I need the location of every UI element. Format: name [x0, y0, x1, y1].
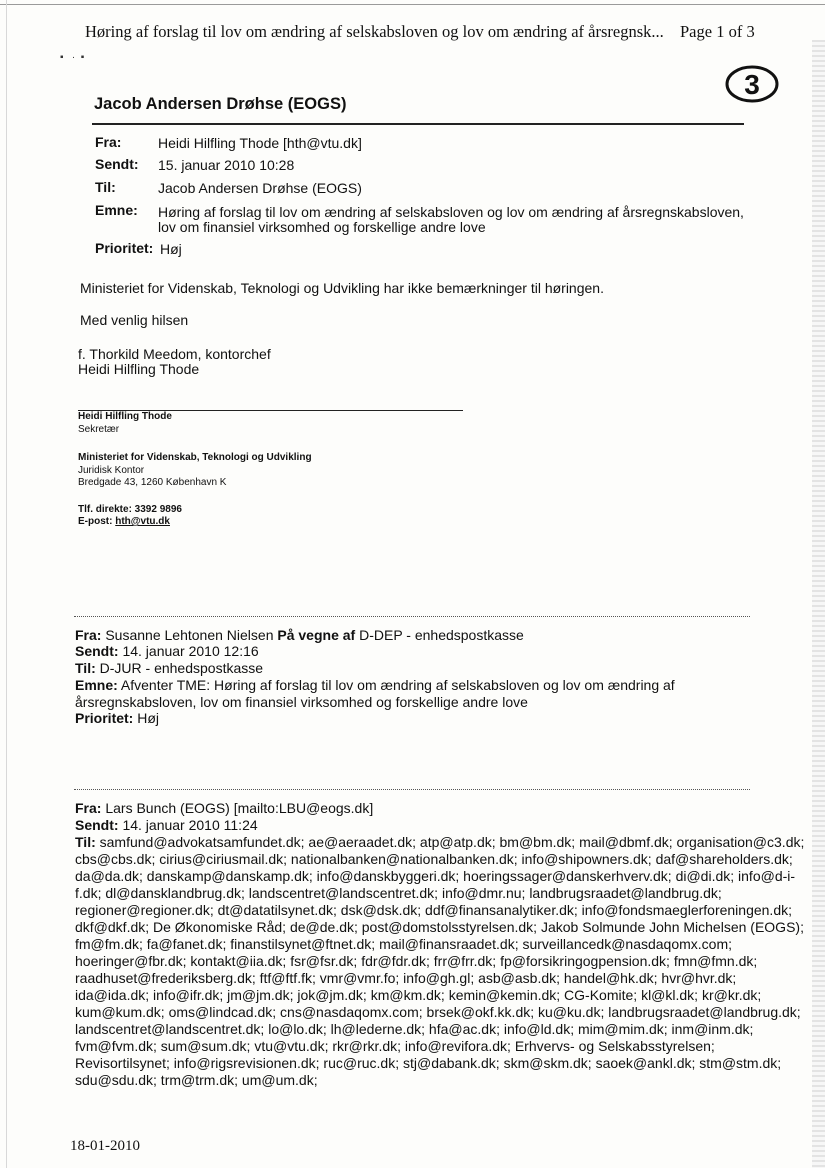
email3-from-label: Fra:	[75, 800, 102, 816]
email1-signoff-line1: f. Thorkild Meedom, kontorchef	[78, 346, 271, 362]
email2-subject-label: Emne:	[75, 677, 118, 693]
print-header-page: Page 1 of 3	[680, 22, 755, 41]
email2-from-line	[75, 627, 524, 644]
signature-block	[78, 411, 312, 529]
email2-subject-line1: Afventer TME: Høring af forslag til lov om ændring af selskabsloven og lov om ændring af	[120, 677, 675, 693]
email1-priority: Høj	[160, 241, 182, 257]
signature-email-link[interactable]: hth@vtu.dk	[115, 516, 170, 527]
print-header-title: Høring af forslag til lov om ændring af selskabsloven og lov om ændring af årsregnsk...	[85, 22, 664, 41]
email1-subject-line2: lov om finansiel virksomhed og forskellige andre love	[158, 219, 486, 235]
signature-phone: Tlf. direkte: 3392 9896	[78, 503, 182, 515]
signature-dept: Juridisk Kontor	[78, 464, 145, 476]
email2-on-behalf-label: På vegne af	[277, 627, 356, 643]
print-footer-date: 18-01-2010	[70, 1138, 140, 1154]
handwritten-number-stamp	[724, 64, 780, 104]
email2-on-behalf: D-DEP - enhedspostkasse	[359, 627, 524, 643]
email1-from-label: Fra:	[95, 134, 122, 150]
scan-top-edge	[0, 4, 825, 5]
email1-to: Jacob Andersen Drøhse (EOGS)	[158, 180, 362, 196]
email1-sent-label: Sendt:	[95, 156, 139, 172]
email1-subject-line1: Høring af forslag til lov om ændring af selskabsloven og lov om ændring af årsregnskabsloven,	[158, 204, 744, 220]
email3-from-line	[75, 800, 373, 817]
email1-priority-label: Prioritet:	[95, 240, 154, 256]
email2-sent: 14. januar 2010 12:16	[122, 643, 259, 659]
signature-org: Ministeriet for Videnskab, Teknologi og Udvikling	[78, 452, 312, 463]
email2-to-label: Til:	[75, 660, 96, 676]
sender-underline	[92, 123, 744, 125]
signature-address: Bredgade 43, 1260 København K	[78, 477, 227, 488]
scan-specks: ▪ · ▪	[60, 52, 85, 63]
email2-subject-line	[75, 677, 675, 694]
email1-subject-label: Emne:	[95, 202, 138, 218]
email1-to-label: Til:	[95, 179, 116, 195]
email2-to: D-JUR - enhedspostkasse	[99, 660, 264, 676]
email1-from: Heidi Hilfling Thode [hth@vtu.dk]	[158, 135, 362, 151]
signature-email-label: E-post:	[78, 516, 113, 527]
email3-recipients: samfund@advokatsamfundet.dk; ae@aeraadet.dk; atp@atp.dk; bm@bm.dk; mail@dbmf.dk; organisation@c3.dk; cbs@cbs.dk; cirius@ciriusmail.dk; nationalbanken@nationalbanken.dk; info@shipowners.dk; daf@shareholders.dk; da@da.dk; danskamp@danskamp.dk; info@danskbyggeri.dk; hoeringssager@danskerhverv.dk; di@di.dk; info@d-i-f.dk; dl@dansklandbrug.dk; landscentret@landscentret.dk; info@dmr.nu; landbrugsraadet@landbrug.dk; regioner@regioner.dk; dt@datatilsynet.dk; dsk@dsk.dk; ddf@finansanalytiker.dk; info@fondsmaeglerforeningen.dk; dkf@dkf.dk; De Økonomiske Råd; de@de.dk; post@domstolsstyrelsen.dk; Jakob Solmunde John Michelsen (EOGS); fm@fm.dk; fa@fanet.dk; finanstilsynet@ftnet.dk; mail@finansraadet.dk; surveillancedk@nasdaqomx.com; hoeringer@fbr.dk; kontakt@iia.dk; fsr@fsr.dk; fdr@fdr.dk; frr@frr.dk; fp@forsikringogpension.dk; fmn@fmn.dk; raadhuset@frederiksberg.dk; ftf@ftf.fk; vmr@vmr.fo; info@gh.gl; asb@asb.dk; handel@hk.dk; hvr@hvr.dk; ida@ida.dk; info@ifr.dk; jm@jm.dk; jok@jm.dk; km@km.dk; kemin@kemin.dk; CG-Komite; kl@kl.dk; kr@kr.dk; kum@kum.dk; oms@lindcad.dk; cns@nasdaqomx.com; brsek@okf.kk.dk; ku@ku.dk; landbrugsraadet@landbrug.dk; landscentret@landscentret.dk; lo@lo.dk; lh@lederne.dk; hfa@ac.dk; info@ld.dk; mim@mim.dk; inm@inm.dk; fvm@fvm.dk; sum@sum.dk; vtu@vtu.dk; rkr@rkr.dk; info@revifora.dk; Erhvervs- og Selskabsstyrelsen; Revisortilsynet; info@rigsrevisionen.dk; ruc@ruc.dk; stj@dabank.dk; skm@skm.dk; saoek@ankl.dk; stm@stm.dk; sdu@sdu.dk; trm@trm.dk; um@um.dk;	[75, 834, 805, 1088]
signature-title: Sekretær	[78, 423, 120, 435]
email2-priority-label: Prioritet:	[75, 710, 134, 726]
email3-sent: 14. januar 2010 11:24	[122, 817, 258, 833]
email2-sent-label: Sendt:	[75, 643, 119, 659]
email3-sent-line	[75, 817, 258, 834]
email2-priority-line	[75, 710, 159, 727]
mailbox-owner-name: Jacob Andersen Drøhse (EOGS)	[94, 95, 347, 113]
email3-sent-label: Sendt:	[75, 817, 119, 833]
email2-sent-line	[75, 643, 259, 660]
email2-priority: Høj	[137, 710, 160, 726]
svg-text:3: 3	[744, 69, 760, 100]
email2-from-label: Fra:	[75, 627, 102, 643]
email2-separator	[74, 616, 750, 617]
email2-from: Susanne Lehtonen Nielsen	[105, 627, 274, 643]
scan-right-edge	[812, 40, 825, 1168]
email1-greeting: Med venlig hilsen	[80, 312, 189, 328]
email3-from: Lars Bunch (EOGS) [mailto:LBU@eogs.dk]	[105, 800, 374, 816]
email3-recipients-block	[75, 834, 805, 1089]
email1-signoff-line2: Heidi Hilfling Thode	[78, 361, 200, 377]
email3-separator	[74, 789, 750, 790]
email3-to-label: Til:	[75, 834, 96, 850]
email2-subject-line2: årsregnskabsloven, lov om finansiel virksomhed og forskellige andre love	[75, 694, 528, 710]
email1-sent: 15. januar 2010 10:28	[158, 157, 295, 173]
email2-to-line	[75, 660, 263, 677]
signature-name: Heidi Hilfling Thode	[78, 411, 172, 422]
scan-left-edge	[6, 0, 7, 1168]
email1-body-paragraph: Ministeriet for Videnskab, Teknologi og Udvikling har ikke bemærkninger til høringen.	[80, 280, 604, 296]
